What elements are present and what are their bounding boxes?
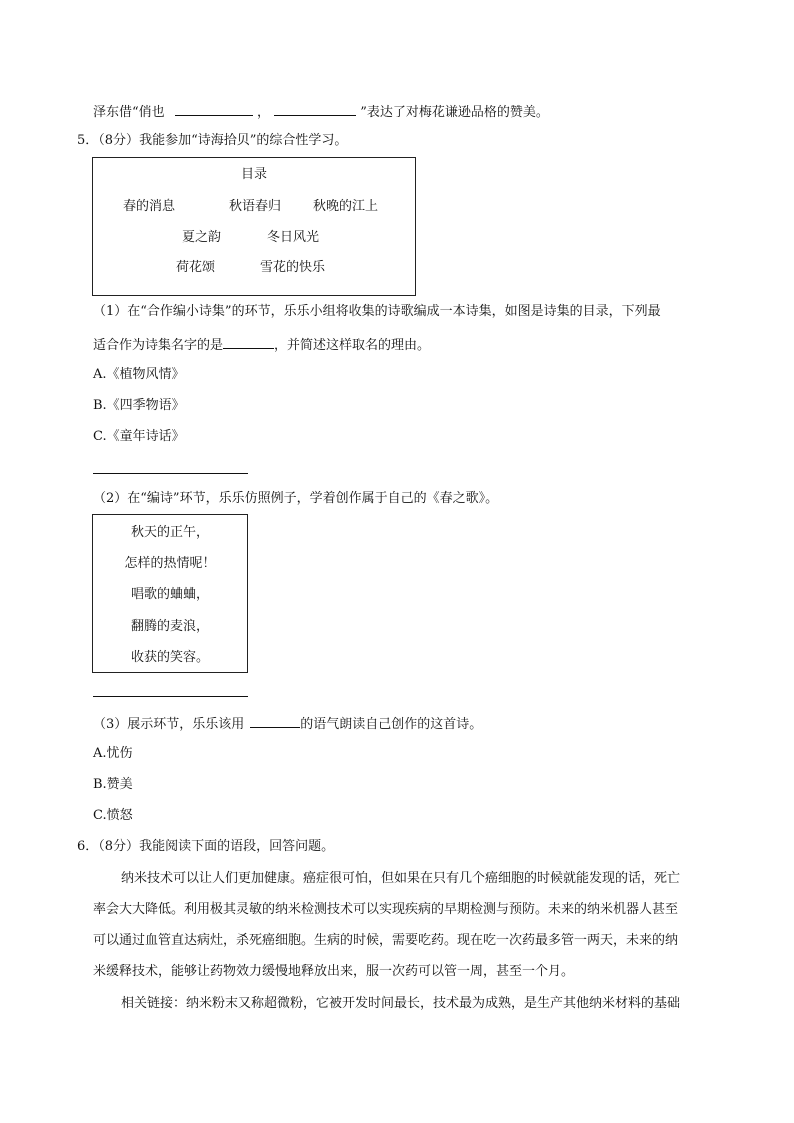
option-b-tone[interactable]: B.赞美 xyxy=(93,777,133,792)
q5-score: （8分） xyxy=(98,133,140,148)
q6-score: （8分） xyxy=(98,839,140,854)
toc-item-7: 雪花的快乐 xyxy=(260,260,326,275)
toc-item-6: 荷花颂 xyxy=(176,260,216,275)
toc-item-4: 夏之韵 xyxy=(182,230,222,245)
option-a[interactable]: A.《植物风情》 xyxy=(93,367,185,382)
q6-header xyxy=(77,838,334,856)
fill-blank-1[interactable] xyxy=(175,101,253,116)
poem-line-4: 翻腾的麦浪， xyxy=(130,619,209,634)
prev-line-prefix: 泽东借“俏也 xyxy=(93,105,165,120)
q6-stem: 我能阅读下面的语段，回答问题。 xyxy=(139,839,335,854)
q6-paragraph-line-1: 纳米技术可以让人们更加健康。癌症很可怕，但如果在只有几个癌细胞的时候就能发现的话，死亡 xyxy=(121,871,681,886)
q5-sub1-line2-prefix: 适合作为诗集名字的是 xyxy=(93,338,224,353)
poem-line-5: 收获的笑容。 xyxy=(130,650,209,665)
fill-blank-2[interactable] xyxy=(274,101,356,116)
q5-header xyxy=(77,132,347,150)
answer-line-1[interactable] xyxy=(93,473,248,474)
q5-stem: 我能参加“诗海拾贝”的综合性学习。 xyxy=(139,133,348,148)
poem-line-3: 唱歌的蛐蛐， xyxy=(130,587,209,602)
prev-comma: ， xyxy=(256,105,270,120)
fill-blank-4[interactable] xyxy=(250,713,300,728)
q6-number: 6． xyxy=(77,839,99,854)
q6-paragraph-line-4: 米缓释技术，能够让药物效力缓慢地释放出来，服一次药可以管一周，甚至一个月。 xyxy=(93,964,575,979)
toc-title: 目录 xyxy=(240,167,267,182)
q5-sub3-suffix: 的语气朗读自己创作的这首诗。 xyxy=(300,717,483,732)
q5-sub1-line1: （1）在“合作编小诗集”的环节，乐乐小组将收集的诗歌编成一本诗集，如图是诗集的目录，下列最 xyxy=(93,304,661,319)
poem-line-2: 怎样的热情呢！ xyxy=(124,556,216,571)
option-b[interactable]: B.《四季物语》 xyxy=(93,398,185,413)
option-a-tone[interactable]: A.忧伤 xyxy=(93,746,133,761)
q5-sub2-prompt: （2）在“编诗”环节，乐乐仿照例子，学着创作属于自己的《春之歌》。 xyxy=(93,491,499,506)
prev-question-line xyxy=(93,101,549,122)
q6-paragraph-line-2: 率会大大降低。利用极其灵敏的纳米检测技术可以实现疾病的早期检测与预防。未来的纳米机器人甚至 xyxy=(93,902,679,917)
toc-item-3: 秋晚的江上 xyxy=(313,199,379,214)
poem-line-1: 秋天的正午， xyxy=(130,525,209,540)
q5-sub1-line2-suffix: ，并简述这样取名的理由。 xyxy=(274,338,431,353)
q6-link-line: 相关链接：纳米粉末又称超微粉，它被开发时间最长，技术最为成熟，是生产其他纳米材料的基础 xyxy=(121,996,681,1011)
answer-line-2[interactable] xyxy=(93,696,248,697)
prev-line-suffix: ”表达了对梅花谦逊品格的赞美。 xyxy=(360,105,549,120)
q6-paragraph-line-3: 可以通过血管直达病灶，杀死癌细胞。生病的时候，需要吃药。现在吃一次药最多管一两天，未来的纳 xyxy=(93,933,679,948)
q5-sub3-prefix: （3）展示环节，乐乐该用 xyxy=(93,717,245,732)
toc-item-1: 春的消息 xyxy=(123,199,176,214)
toc-item-5: 冬日风光 xyxy=(267,230,320,245)
toc-item-2: 秋语春归 xyxy=(229,199,282,214)
option-c-tone[interactable]: C.愤怒 xyxy=(93,808,133,823)
q5-sub3-line xyxy=(93,713,482,734)
option-c[interactable]: C.《童年诗话》 xyxy=(93,429,185,444)
q5-sub1-line2 xyxy=(93,334,430,355)
q5-number: 5． xyxy=(77,133,99,148)
fill-blank-3[interactable] xyxy=(223,334,274,349)
